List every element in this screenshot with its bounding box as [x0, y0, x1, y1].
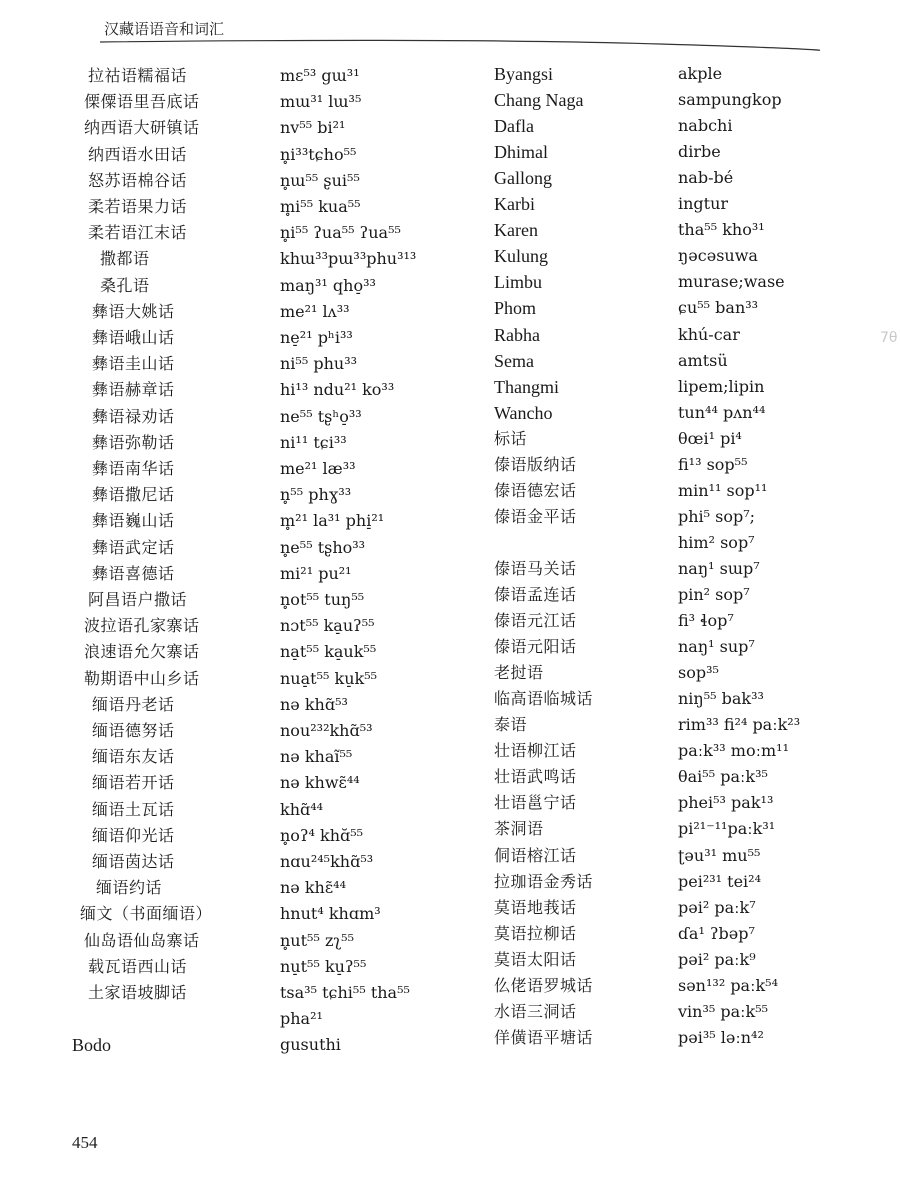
language-name: 彝语圭山话 [92, 354, 175, 374]
word-form: khɑ̃⁴⁴ [280, 799, 324, 819]
word-form: sop³⁵ [678, 663, 719, 683]
word-form: nabchi [678, 116, 733, 136]
language-name: Gallong [494, 168, 552, 189]
language-name: 水语三洞话 [494, 1001, 577, 1021]
language-name: 勒期语中山乡话 [84, 668, 200, 688]
language-name: 浪速语允欠寨话 [84, 642, 200, 662]
word-form: maŋ³¹ qho̠³³ [280, 275, 376, 295]
language-name: 傣语版纳话 [494, 454, 577, 474]
word-form: sampungkop [678, 90, 782, 110]
word-form: pəi³⁵ ləːn⁴² [678, 1027, 764, 1047]
language-name: Byangsi [494, 64, 554, 84]
language-name: 纳西语水田话 [88, 144, 188, 164]
word-form: nab-bé [678, 168, 734, 188]
word-form: phi⁵ sop⁷; [678, 506, 756, 526]
language-name: 土家语坡脚话 [88, 983, 188, 1002]
language-name: 缅文（书面缅语） [80, 904, 213, 924]
word-form: ni¹¹ tɕi³³ [280, 432, 347, 452]
language-name: 泰语 [494, 715, 528, 735]
word-form: sən¹³² paːk⁵⁴ [678, 975, 779, 995]
language-name: 彝语武定话 [92, 537, 175, 557]
word-form: naŋ¹ sup⁷ [678, 637, 755, 657]
language-name: Rabha [494, 324, 540, 345]
word-form: m̥i⁵⁵ kua⁵⁵ [280, 197, 361, 216]
running-header-title: 汉藏语语音和词汇 [104, 20, 225, 38]
word-form: tsa³⁵ tɕhi⁵⁵ tha⁵⁵ [280, 983, 410, 1002]
language-name: 缅语丹老话 [92, 694, 175, 714]
language-name: Karbi [494, 194, 535, 215]
word-form: khɯ³³pɯ³³phu³¹³ [280, 249, 417, 269]
word-form: mɯ³¹ lɯ³⁵ [280, 92, 362, 112]
language-name: Limbu [494, 272, 542, 293]
language-name: 傣语马关话 [494, 558, 577, 578]
word-form: nv⁵⁵ bi²¹ [280, 118, 346, 138]
word-form: ʈəu³¹ mu⁵⁵ [678, 845, 761, 865]
word-form: nua̠t⁵⁵ ku̠k⁵⁵ [280, 668, 378, 688]
language-name: 彝语大姚话 [92, 301, 175, 321]
language-name: 佯僙语平塘话 [494, 1027, 594, 1047]
language-name: 载瓦语西山话 [88, 956, 188, 976]
language-name: 彝语弥勒话 [92, 432, 175, 452]
language-name: 缅语土瓦话 [92, 799, 175, 819]
language-name: Wancho [494, 402, 553, 423]
language-name: Chang Naga [494, 90, 584, 111]
word-form: ingtur [678, 194, 729, 214]
language-name: 老挝语 [494, 663, 544, 683]
word-form: fi³ ɬop⁷ [678, 611, 734, 631]
word-form: pəi² paːk⁷ [678, 897, 756, 917]
language-name: 柔若语江末话 [88, 223, 188, 243]
language-name: 撒都语 [100, 249, 150, 269]
language-name: 标话 [494, 428, 528, 448]
word-form: him² sop⁷ [678, 532, 755, 552]
word-form: pəi² paːk⁹ [678, 949, 756, 969]
language-name: 彝语巍山话 [92, 511, 175, 531]
language-name: 波拉语孔家寨话 [84, 616, 200, 636]
word-form: fi¹³ sop⁵⁵ [678, 454, 748, 474]
word-form: phei⁵³ pak¹³ [678, 793, 774, 813]
language-name: 缅语若开话 [92, 773, 175, 793]
language-name: Phom [494, 298, 537, 319]
language-name: 傈僳语里吾底话 [84, 92, 200, 112]
language-name: Dhimal [494, 142, 548, 163]
word-form: min¹¹ sop¹¹ [678, 480, 768, 500]
word-form: rim³³ fi²⁴ paːk²³ [678, 715, 801, 735]
word-form: mi²¹ pu²¹ [280, 563, 352, 583]
language-name: 桑孔语 [100, 275, 150, 295]
language-name: 莫语地莪话 [494, 897, 577, 917]
language-name: 彝语峨山话 [92, 328, 175, 347]
language-name: 缅语仰光话 [92, 825, 175, 845]
language-name: Bodo [72, 1035, 112, 1056]
language-name: Sema [494, 350, 534, 371]
language-name: 仫佬语罗城话 [494, 975, 594, 995]
language-name: 仙岛语仙岛寨话 [84, 930, 200, 950]
language-name: 纳西语大研镇话 [84, 118, 200, 138]
language-name: 缅语约话 [96, 878, 163, 898]
language-name: 傣语元江话 [494, 611, 577, 631]
word-form: na̠t⁵⁵ ka̠uk⁵⁵ [280, 642, 377, 662]
word-form: pin² sop⁷ [678, 585, 750, 604]
word-form: me²¹ lʌ³³ [280, 301, 350, 321]
word-form: n̥ɯ⁵⁵ ʂui⁵⁵ [280, 170, 360, 190]
word-form: nə khɑ̃⁵³ [280, 694, 348, 714]
word-form: amtsü [678, 350, 728, 370]
word-form: nu̠t⁵⁵ ku̠ʔ⁵⁵ [280, 956, 367, 976]
language-name: 拉珈语金秀话 [494, 871, 594, 891]
language-name: 阿昌语户撒话 [88, 590, 188, 609]
word-form: tha⁵⁵ kho³¹ [678, 220, 765, 240]
word-form: ne⁵⁵ tʂʰo̠³³ [280, 406, 362, 426]
word-form: me²¹ læ³³ [280, 459, 356, 478]
language-name: 柔若语果力话 [88, 197, 188, 216]
word-form: akple [678, 64, 723, 83]
word-form: θœi¹ pi⁴ [678, 428, 742, 448]
language-name: 拉祜语糯福话 [88, 66, 188, 85]
language-name: 彝语南华话 [92, 459, 175, 478]
word-form: dirbe [678, 142, 721, 162]
word-form: n̥ot⁵⁵ tuŋ⁵⁵ [280, 590, 365, 609]
word-form: pi²¹⁻¹¹paːk³¹ [678, 819, 776, 839]
word-form: naŋ¹ sɯp⁷ [678, 558, 760, 578]
language-name: 彝语禄劝话 [92, 406, 175, 426]
word-form: hi¹³ ndu²¹ ko³³ [280, 380, 395, 400]
word-form: tun⁴⁴ pʌn⁴⁴ [678, 402, 766, 422]
language-name: 壮语武鸣话 [494, 767, 577, 787]
right-margin-mark: 7θ [880, 330, 898, 346]
language-name: 彝语喜德话 [92, 563, 175, 583]
header-rule [100, 30, 820, 60]
word-form: n̥oʔ⁴ khɑ̆⁵⁵ [280, 825, 364, 845]
language-name: 傣语金平话 [494, 506, 577, 526]
word-form: ne̠²¹ pʰi³³ [280, 328, 353, 347]
language-name: Dafla [494, 116, 534, 137]
language-name: 彝语撒尼话 [92, 485, 175, 505]
word-form: mɛ⁵³ gɯ³¹ [280, 66, 360, 85]
word-form: n̥⁵⁵ phɣ³³ [280, 485, 352, 505]
word-form: lipem;lipin [678, 376, 765, 396]
word-form: m̥²¹ la³¹ phi̠²¹ [280, 511, 385, 531]
word-form: vin³⁵ paːk⁵⁵ [678, 1001, 769, 1021]
language-name: 怒苏语棉谷话 [88, 170, 188, 190]
language-name: Thangmi [494, 376, 559, 397]
word-form: paːk³³ moːm¹¹ [678, 741, 789, 761]
word-form: n̥i³³tɕho⁵⁵ [280, 144, 357, 164]
language-name: 莫语太阳话 [494, 949, 577, 969]
word-form: niŋ⁵⁵ bak³³ [678, 689, 764, 709]
language-name: 缅语德努话 [92, 721, 175, 740]
word-form: murase;wase [678, 272, 785, 292]
language-name: 傣语德宏话 [494, 480, 577, 500]
word-form: θai⁵⁵ paːk³⁵ [678, 767, 768, 787]
word-form: ni⁵⁵ phu³³ [280, 354, 358, 374]
word-form: hnut⁴ khɑm³ [280, 904, 381, 924]
word-form: nə khwɛ̃⁴⁴ [280, 773, 360, 793]
language-name: 临高语临城话 [494, 689, 594, 709]
language-name: 茶洞语 [494, 819, 544, 839]
word-form: gusuthi [280, 1035, 341, 1055]
word-form: nɑu²⁴⁵khɑ̃⁵³ [280, 852, 374, 871]
word-form: n̥ut⁵⁵ zʅ⁵⁵ [280, 930, 354, 950]
word-form: nou²³²khɑ̃⁵³ [280, 721, 373, 740]
word-form: nə khɛ̃⁴⁴ [280, 878, 346, 898]
language-name: Karen [494, 220, 538, 241]
language-name: 缅语东友话 [92, 747, 175, 767]
page-number: 454 [72, 1133, 98, 1152]
language-name: 壮语柳江话 [494, 741, 577, 761]
language-name: 缅语茵达话 [92, 852, 175, 871]
word-form: ɗa¹ ʔbəp⁷ [678, 923, 755, 943]
language-name: 彝语赫章话 [92, 380, 175, 400]
language-name: 壮语邕宁话 [494, 793, 577, 813]
word-form: ŋəcəsuwa [678, 246, 758, 266]
word-form: khú-car [678, 324, 740, 344]
language-name: 莫语拉柳话 [494, 923, 577, 943]
word-form: pha²¹ [280, 1009, 323, 1029]
word-form: n̥i⁵⁵ ʔua⁵⁵ ʔua⁵⁵ [280, 223, 401, 243]
language-name: 侗语榕江话 [494, 845, 577, 865]
word-form: pei²³¹ tei²⁴ [678, 871, 761, 891]
language-name: 傣语孟连话 [494, 585, 577, 604]
word-form: ɕu⁵⁵ ban³³ [678, 298, 759, 318]
word-form: nɔt⁵⁵ ka̠uʔ⁵⁵ [280, 616, 375, 636]
word-form: n̥e⁵⁵ tʂho³³ [280, 537, 366, 557]
language-name: 傣语元阳话 [494, 637, 577, 657]
word-form: nə khaĩ⁵⁵ [280, 747, 353, 767]
language-name: Kulung [494, 246, 548, 267]
